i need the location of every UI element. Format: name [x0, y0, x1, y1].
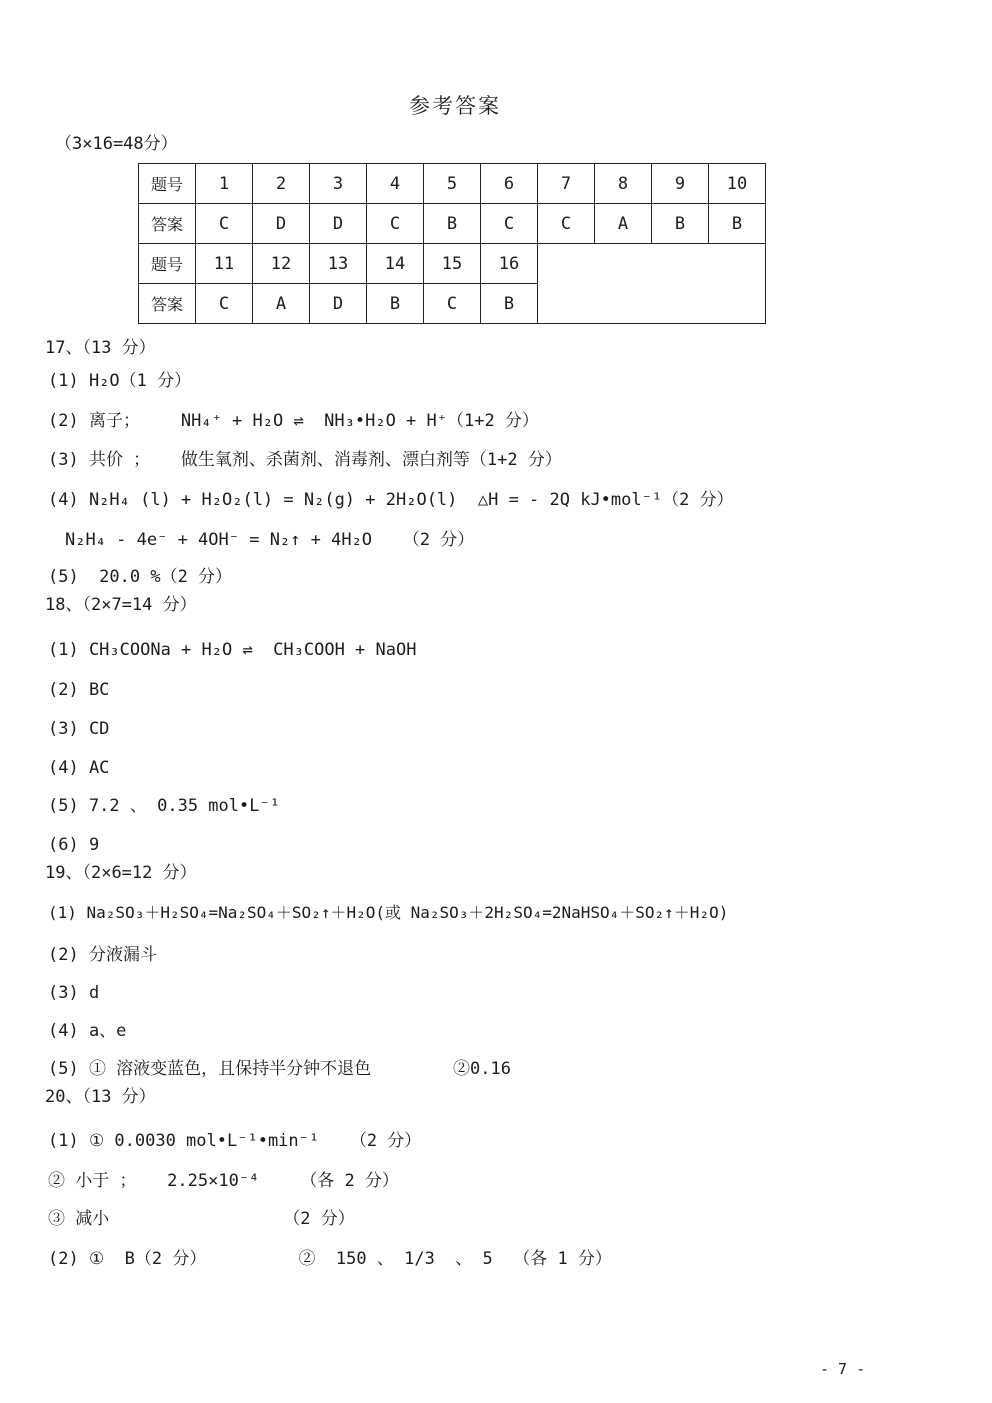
q17-answer-3: (3) 共价 ； 做生氧剂、杀菌剂、消毒剂、漂白剂等（1+2 分）	[48, 450, 562, 470]
q17-answer-1: (1) H₂O（1 分）	[48, 371, 192, 391]
row-header: 答案	[139, 204, 196, 244]
q19-answer-2: (2) 分液漏斗	[48, 945, 157, 965]
section1-score-note: （3×16=48分）	[55, 134, 178, 154]
page-title: 参考答案	[409, 95, 501, 118]
q18-answer-3: (3) CD	[48, 719, 110, 739]
table-cell: 2	[253, 164, 310, 204]
q19-answer-4: (4) a、e	[48, 1021, 127, 1041]
q20-answer-1-3: ③ 减小 （2 分）	[48, 1209, 355, 1229]
table-cell: B	[709, 204, 766, 244]
table-cell: 14	[367, 244, 424, 284]
q18-answer-4: (4) AC	[48, 758, 110, 778]
table-cell: 12	[253, 244, 310, 284]
table-cell: 16	[481, 244, 538, 284]
answer-key-table	[138, 163, 766, 324]
q18-answer-6: (6) 9	[48, 835, 100, 855]
q19-heading: 19、（2×6=12 分）	[45, 863, 197, 883]
table-cell: 8	[595, 164, 652, 204]
q20-heading: 20、（13 分）	[45, 1087, 156, 1107]
q19-answer-5: (5) ① 溶液变蓝色，且保持半分钟不退色 ②0.16	[48, 1059, 511, 1079]
table-cell: B	[367, 284, 424, 324]
q20-answer-1-1: (1) ① 0.0030 mol•L⁻¹•min⁻¹ （2 分）	[48, 1131, 422, 1151]
empty-merged-cell	[538, 244, 766, 324]
row-header: 答案	[139, 284, 196, 324]
table-cell: 5	[424, 164, 481, 204]
table-cell: 4	[367, 164, 424, 204]
table-cell: 9	[652, 164, 709, 204]
table-row	[139, 204, 766, 244]
table-cell: 1	[196, 164, 253, 204]
table-cell: C	[481, 204, 538, 244]
q18-answer-2: (2) BC	[48, 680, 110, 700]
table-cell: 7	[538, 164, 595, 204]
table-cell: B	[424, 204, 481, 244]
q17-answer-2: (2) 离子； NH₄⁺ + H₂O ⇌ NH₃•H₂O + H⁺（1+2 分）	[48, 411, 539, 431]
q20-answer-1-2: ② 小于 ； 2.25×10⁻⁴ （各 2 分）	[48, 1171, 399, 1191]
q20-answer-2: (2) ① B（2 分） ② 150 、 1/3 、 5 （各 1 分）	[48, 1249, 612, 1269]
table-cell: B	[481, 284, 538, 324]
table-cell: C	[538, 204, 595, 244]
table-row	[139, 244, 766, 284]
table-cell: A	[595, 204, 652, 244]
q17-answer-5: (5) 20.0 %（2 分）	[48, 567, 233, 587]
q18-answer-1: (1) CH₃COONa + H₂O ⇌ CH₃COOH + NaOH	[48, 640, 417, 660]
table-cell: C	[196, 204, 253, 244]
table-row	[139, 164, 766, 204]
table-cell: D	[310, 284, 367, 324]
table-cell: 3	[310, 164, 367, 204]
q18-answer-5: (5) 7.2 、 0.35 mol•L⁻¹	[48, 796, 280, 816]
q19-answer-3: (3) d	[48, 983, 100, 1003]
row-header: 题号	[139, 164, 196, 204]
table-cell: C	[367, 204, 424, 244]
row-header: 题号	[139, 244, 196, 284]
table-cell: A	[253, 284, 310, 324]
q17-heading: 17、（13 分）	[45, 338, 156, 358]
q17-answer-4-equation: N₂H₄ - 4e⁻ + 4OH⁻ = N₂↑ + 4H₂O （2 分）	[65, 530, 475, 550]
table-cell: D	[253, 204, 310, 244]
table-cell: 6	[481, 164, 538, 204]
page-number: - 7 -	[820, 1360, 866, 1378]
q19-answer-1: (1) Na₂SO₃＋H₂SO₄=Na₂SO₄＋SO₂↑＋H₂O(或 Na₂SO₃＋2H₂SO₄=2NaHSO₄＋SO₂↑＋H₂O)	[48, 903, 729, 922]
table-cell: 15	[424, 244, 481, 284]
table-cell: 11	[196, 244, 253, 284]
table-cell: C	[196, 284, 253, 324]
table-cell: D	[310, 204, 367, 244]
table-cell: 10	[709, 164, 766, 204]
q18-heading: 18、（2×7=14 分）	[45, 595, 197, 615]
q17-answer-4: (4) N₂H₄ (l) + H₂O₂(l) = N₂(g) + 2H₂O(l) △H = - 2Q kJ•mol⁻¹（2 分）	[48, 490, 734, 510]
table-cell: B	[652, 204, 709, 244]
table-cell: 13	[310, 244, 367, 284]
table-cell: C	[424, 284, 481, 324]
